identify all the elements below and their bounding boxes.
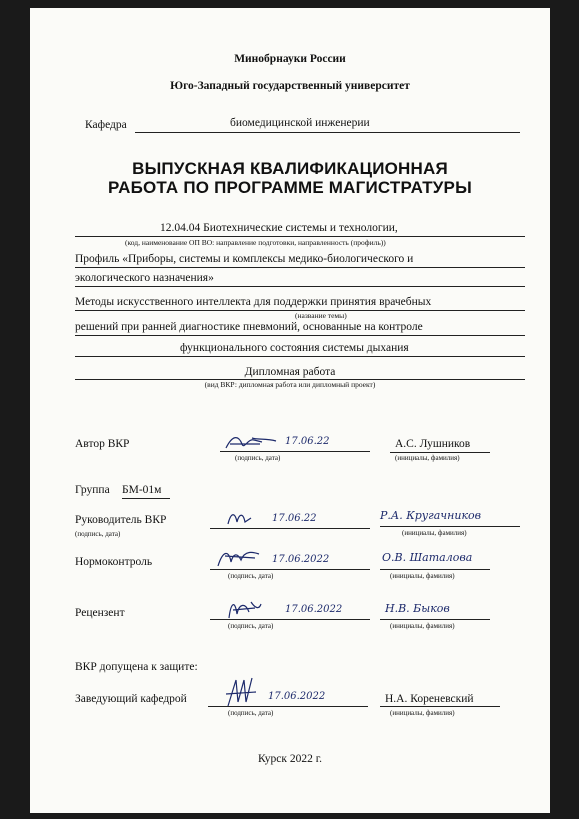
specialty-text: 12.04.04 Биотехнические системы и технологии,	[160, 222, 398, 234]
department-label: Кафедра	[85, 119, 127, 131]
author-sign-note: (подпись, дата)	[235, 454, 281, 462]
group-label: Группа	[75, 484, 110, 496]
reviewer-sign-line	[210, 619, 370, 620]
city-year: Курск 2022 г.	[257, 753, 323, 765]
head-name-note: (инициалы, фамилия)	[390, 709, 455, 717]
head-sign-line	[208, 706, 368, 707]
work-title-line1: ВЫПУСКНАЯ КВАЛИФИКАЦИОННАЯ	[132, 159, 448, 178]
reviewer-label: Рецензент	[75, 607, 125, 619]
normcontrol-name: О.В. Шаталова	[382, 551, 473, 564]
reviewer-name: Н.В. Быков	[385, 602, 450, 615]
author-name-note: (инициалы, фамилия)	[395, 454, 460, 462]
head-name-line	[380, 706, 500, 707]
normcontrol-sign-line	[210, 569, 370, 570]
work-type: Дипломная работа	[244, 366, 336, 378]
title-page	[30, 8, 550, 813]
topic-line2: решений при ранней диагностике пневмоний, основанные на контроле	[75, 321, 423, 333]
supervisor-label: Руководитель ВКР	[75, 514, 167, 526]
admitted-label: ВКР допущена к защите:	[75, 661, 198, 673]
supervisor-sign-date: 17.06.22	[272, 513, 317, 524]
profile-underline-1	[75, 267, 525, 268]
topic-line3: функционального состояния системы дыхания	[180, 342, 409, 354]
topic-underline-3	[75, 356, 525, 357]
supervisor-sign-note: (подпись, дата)	[75, 530, 121, 538]
normcontrol-label: Нормоконтроль	[75, 556, 153, 568]
supervisor-signature	[225, 508, 255, 528]
supervisor-name-note: (инициалы, фамилия)	[402, 529, 467, 537]
topic-note: (название темы)	[295, 311, 347, 320]
topic-line1: Методы искусственного интеллекта для поддержки принятия врачебных	[75, 296, 432, 308]
normcontrol-signature	[215, 546, 265, 570]
university-name: Юго-Западный государственный университет	[170, 80, 410, 92]
department-underline	[135, 132, 520, 133]
head-name: Н.А. Кореневский	[385, 693, 474, 705]
reviewer-sign-note: (подпись, дата)	[228, 622, 274, 630]
group-value: БМ-01м	[122, 484, 162, 496]
normcontrol-sign-date: 17.06.2022	[272, 554, 330, 565]
author-name-line	[390, 452, 490, 453]
work-type-note: (вид ВКР: дипломная работа или дипломный проект)	[204, 380, 376, 389]
author-label: Автор ВКР	[75, 438, 130, 450]
topic-underline-2	[75, 335, 525, 336]
supervisor-name-line	[380, 526, 520, 527]
profile-underline-2	[75, 286, 525, 287]
head-sign-date: 17.06.2022	[268, 691, 326, 702]
reviewer-sign-date: 17.06.2022	[285, 604, 343, 615]
specialty-note: (код, наименование ОП ВО: направление подготовки, направленность (профиль))	[125, 238, 386, 247]
head-signature	[222, 676, 262, 708]
profile-line2: экологического назначения»	[75, 272, 214, 284]
reviewer-name-line	[380, 619, 490, 620]
supervisor-name: Р.А. Кругачников	[380, 509, 482, 522]
work-title-line2: РАБОТА ПО ПРОГРАММЕ МАГИСТРАТУРЫ	[108, 178, 472, 197]
profile-line1: Профиль «Приборы, системы и комплексы медико-биологического и	[75, 253, 414, 265]
supervisor-sign-line	[210, 528, 370, 529]
normcontrol-sign-note: (подпись, дата)	[228, 572, 274, 580]
group-underline	[122, 498, 170, 499]
specialty-underline	[75, 236, 525, 237]
ministry-name: Минобрнауки России	[234, 53, 346, 65]
head-label: Заведующий кафедрой	[75, 693, 187, 705]
author-sign-line	[220, 451, 370, 452]
normcontrol-name-note: (инициалы, фамилия)	[390, 572, 455, 580]
author-sign-date: 17.06.22	[285, 436, 330, 447]
author-name: А.С. Лушников	[395, 438, 471, 450]
reviewer-name-note: (инициалы, фамилия)	[390, 622, 455, 630]
normcontrol-name-line	[380, 569, 490, 570]
department-value: биомедицинской инженерии	[230, 117, 370, 129]
head-sign-note: (подпись, дата)	[228, 709, 274, 717]
